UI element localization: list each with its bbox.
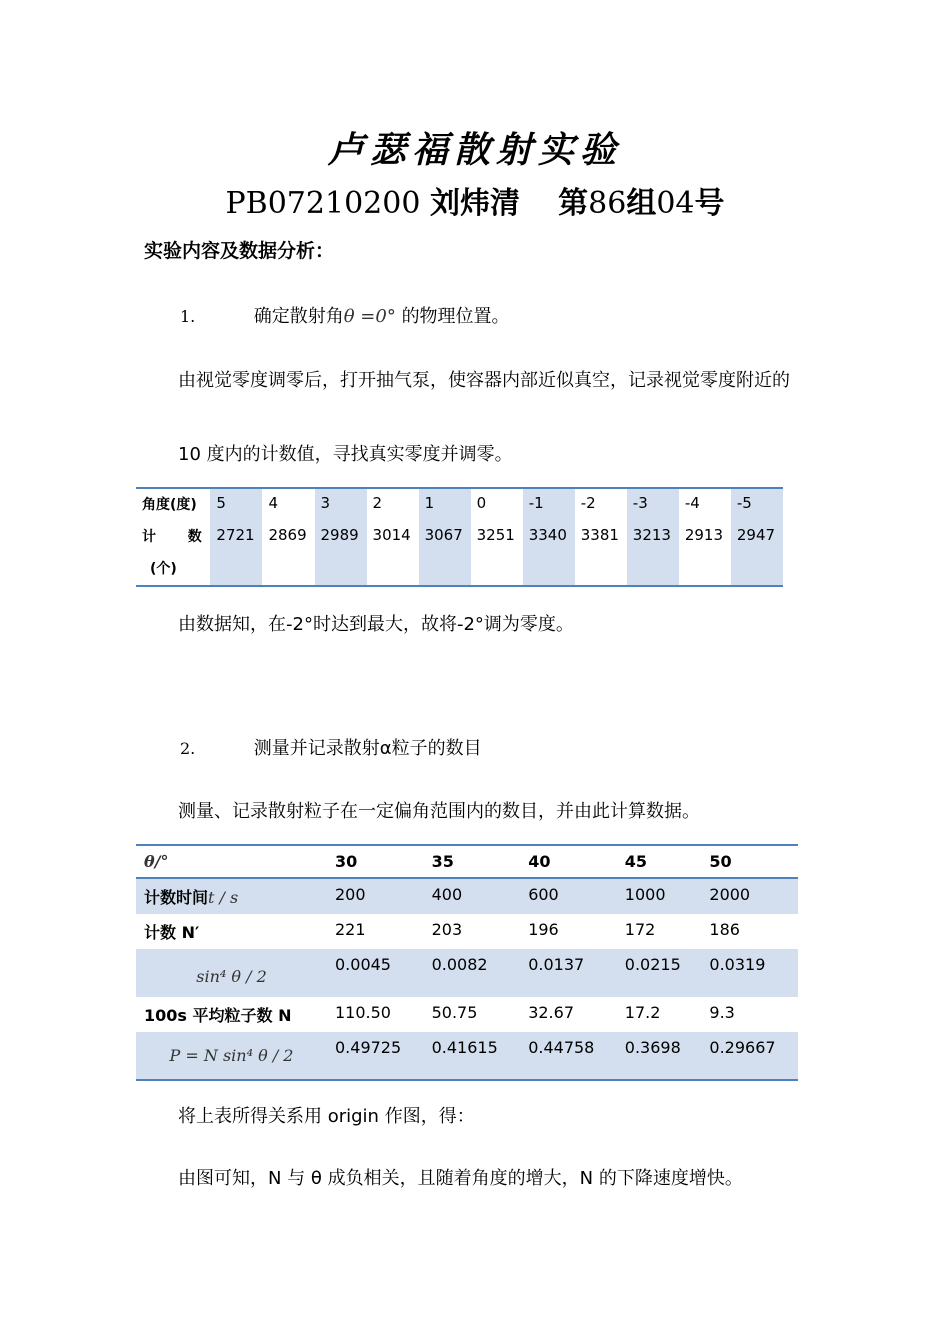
angle-cell: -5 — [731, 488, 783, 521]
table-cell: 186 — [709, 920, 740, 939]
group-mid: 组 — [626, 186, 657, 221]
step2-paragraph: 测量、记录散射粒子在一定偏角范围内的数目，并由此计算数据。 — [178, 801, 700, 822]
table-row — [136, 949, 798, 997]
table-cell: 0.49725 — [327, 1032, 424, 1080]
scattering-data-table — [136, 844, 798, 1081]
page-title: 卢瑟福散射实验 — [327, 129, 622, 171]
table-cell: 0.0082 — [424, 949, 521, 997]
table-row — [136, 1032, 798, 1080]
table-cell: 0.0319 — [701, 949, 798, 997]
angle-cell: 3 — [315, 488, 367, 521]
angle-cell: -3 — [627, 488, 679, 521]
table-row — [136, 914, 798, 949]
conclusion-1: 由数据知，在-2°时达到最大，故将-2°调为零度。 — [178, 614, 574, 635]
table-cell: 221 — [335, 920, 366, 939]
table-cell: 0.44758 — [520, 1032, 617, 1080]
step1-heading — [180, 302, 510, 328]
angle-cell: 1 — [419, 488, 471, 521]
table-cell: 17.2 — [624, 1003, 661, 1022]
angle-cell: 4 — [268, 494, 278, 512]
group-number: 86 — [588, 186, 627, 221]
step2-heading — [180, 734, 482, 760]
count-cell: 2869 — [268, 526, 307, 544]
angle-header-cell: 40 — [520, 845, 617, 878]
count-cell: 3067 — [419, 521, 471, 553]
angle-cell: 0 — [476, 494, 487, 512]
group-prefix: 第 — [558, 186, 589, 221]
count-label-a: 计 — [142, 529, 156, 545]
angle-cell: 2 — [372, 494, 383, 512]
angle-row-label: 角度(度) — [142, 497, 197, 513]
table-cell: 50.75 — [431, 1003, 478, 1022]
count-cell: 2989 — [315, 521, 367, 553]
table-row — [136, 878, 798, 914]
after-table-text: 将上表所得关系用 origin 作图，得： — [178, 1106, 475, 1127]
count-cell: 2947 — [731, 521, 783, 553]
count-cell: 3014 — [372, 526, 411, 544]
table-cell: 0.0215 — [617, 949, 702, 997]
section-heading: 实验内容及数据分析： — [144, 240, 335, 262]
seat-number: 04 — [656, 186, 695, 221]
angle-header-cell: 45 — [617, 845, 702, 878]
count-unit-label: (个) — [150, 561, 177, 577]
angle-header-cell: 35 — [424, 845, 521, 878]
table-cell: 200 — [327, 878, 424, 914]
step1-text-after: 的物理位置。 — [401, 306, 510, 327]
count-label-b: 数 — [187, 529, 202, 545]
table-cell: 9.3 — [709, 1003, 735, 1022]
angle-header: θ/° — [136, 845, 327, 878]
count-cell: 3213 — [627, 521, 679, 553]
table-cell: 0.41615 — [424, 1032, 521, 1080]
seat-suffix: 号 — [694, 186, 725, 221]
angle-cell: -2 — [580, 494, 596, 512]
table-cell: 0.3698 — [617, 1032, 702, 1080]
step2-text: 测量并记录散射α粒子的数目 — [253, 738, 482, 759]
step2-number: 2. — [180, 739, 196, 758]
angle-header-cell: 30 — [327, 845, 424, 878]
conclusion-2: 由图可知，N 与 θ 成负相关，且随着角度的增大，N 的下降速度增快。 — [178, 1168, 743, 1189]
row-label: 100s 平均粒子数 N — [144, 1006, 292, 1025]
table-cell: 32.67 — [528, 1003, 574, 1022]
angle-header-cell: 50 — [701, 845, 798, 878]
row-label: sin⁴ θ / 2 — [136, 949, 327, 997]
count-cell: 3381 — [580, 526, 619, 544]
unit-row — [136, 553, 783, 586]
student-name: 刘炜清 — [429, 186, 520, 221]
table-cell: 2000 — [701, 878, 798, 914]
table-cell: 196 — [528, 920, 559, 939]
table-cell: 400 — [424, 878, 521, 914]
count-cell: 3340 — [523, 521, 575, 553]
angle-row — [136, 488, 783, 521]
table-header-row — [136, 845, 798, 878]
count-row-label — [136, 521, 210, 553]
row-label: 计数 N′ — [144, 923, 200, 942]
angle-cell: -4 — [684, 494, 700, 512]
count-cell: 2721 — [210, 521, 262, 553]
table-cell: 600 — [520, 878, 617, 914]
author-line — [0, 178, 950, 222]
table-cell: 1000 — [617, 878, 702, 914]
count-cell: 3251 — [476, 526, 515, 544]
table-cell: 203 — [431, 920, 463, 939]
step1-math: θ =0° — [343, 306, 396, 327]
angle-count-table — [136, 487, 783, 587]
table-cell: 0.0137 — [520, 949, 617, 997]
table-cell: 0.29667 — [701, 1032, 798, 1080]
student-id: PB07210200 — [225, 186, 421, 221]
table-cell: 0.0045 — [327, 949, 424, 997]
angle-cell: -1 — [523, 488, 575, 521]
count-cell: 2913 — [684, 526, 724, 544]
row-label: 计数时间t / s — [136, 878, 327, 914]
step1-text-before: 确定散射角 — [253, 306, 344, 327]
row-label: P = N sin⁴ θ / 2 — [136, 1032, 327, 1080]
step1-number: 1. — [180, 307, 196, 326]
step1-paragraph-2: 10 度内的计数值，寻找真实零度并调零。 — [178, 444, 513, 465]
table-row — [136, 997, 798, 1032]
step1-paragraph-1: 由视觉零度调零后，打开抽气泵，使容器内部近似真空，记录视觉零度附近的 — [178, 370, 790, 391]
angle-cell: 5 — [210, 488, 262, 521]
count-row — [136, 521, 783, 553]
table-cell: 172 — [624, 920, 656, 939]
table-cell: 110.50 — [335, 1003, 391, 1022]
